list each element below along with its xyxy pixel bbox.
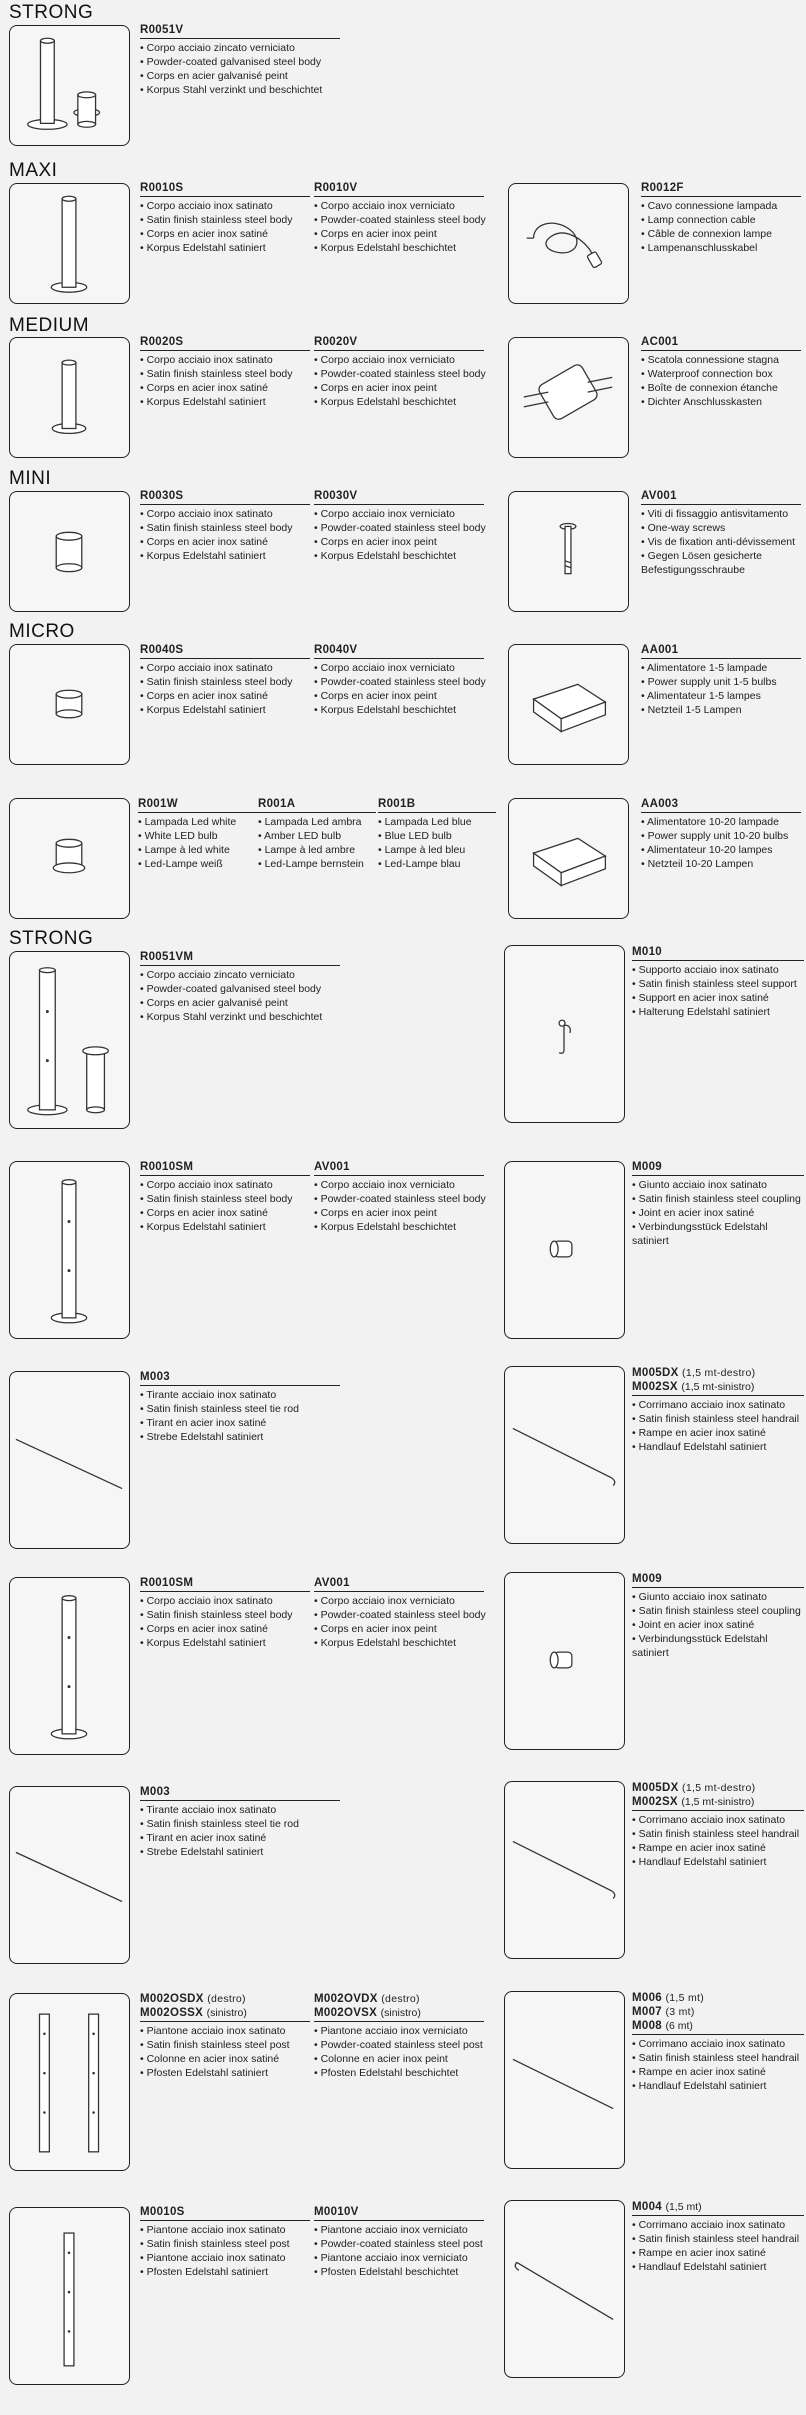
product-image-aa003 [508,798,629,919]
product-description-line: • Korpus Edelstahl beschichtet [314,549,484,563]
product-code: R0010S [140,181,310,197]
product-description-line: • Colonne en acier inox satiné [140,2052,310,2066]
product-description-line: • Corps en acier inox satiné [140,1622,310,1636]
product-r0040v [314,643,484,717]
product-description-line: • Cavo connessione lampada [641,199,801,213]
product-image-ac001 [508,337,629,458]
handrail-icon [505,1992,624,2168]
product-description-line: • Corps en acier inox peint [314,381,484,395]
product-description-line: • Piantone acciaio inox verniciato [314,2251,484,2265]
bollard-micro-icon [10,645,129,764]
product-description-line: • Powder-coated stainless steel body [314,1192,484,1206]
product-description-line: • Joint en acier inox satiné [632,1206,804,1220]
product-image-m003-2 [9,1786,130,1964]
product-description-line: • Piantone acciaio inox satinato [140,2024,310,2038]
product-description-line: • Lampada Led ambra [258,815,376,829]
product-image-r0010sm [9,1161,130,1339]
product-description-line: • Corrimano acciaio inox satinato [632,2218,804,2232]
product-description-line: • Corrimano acciaio inox satinato [632,2037,804,2051]
product-m0010v [314,2205,484,2279]
product-description-line: • Korpus Edelstahl satiniert [140,1220,310,1234]
product-code: R001A [258,797,376,813]
product-r0051vm [140,950,340,1024]
product-description-line: • Powder-coated stainless steel body [314,675,484,689]
product-code: M003 [140,1370,340,1386]
product-m010 [632,945,804,1019]
product-description-line: • Vis de fixation anti-dévissement [641,535,801,549]
product-description-line: • Led-Lampe blau [378,857,496,871]
product-description-line: • Corpo acciaio zincato verniciato [140,968,340,982]
post-icon [10,2208,129,2384]
product-description-line: • Corps en acier galvanisé peint [140,69,340,83]
product-r0010s [140,181,310,255]
product-description-line: • Power supply unit 1-5 bulbs [641,675,801,689]
product-description-line: • Pfosten Edelstahl satiniert [140,2066,310,2080]
product-description-line: • Verbindungsstück Edelstahl satiniert [632,1632,804,1660]
product-aa003 [641,797,801,871]
product-description-line: • Lamp connection cable [641,213,801,227]
product-code: AA001 [641,643,801,659]
product-description-line: • Giunto acciaio inox satinato [632,1178,804,1192]
product-description-line: • Powder-coated stainless steel body [314,213,484,227]
product-description-line: • Alimentateur 10-20 lampes [641,843,801,857]
product-description-line: • Korpus Edelstahl beschichtet [314,1636,484,1650]
product-description-line: • Giunto acciaio inox satinato [632,1590,804,1604]
product-r001a [258,797,376,871]
product-description-line: • Blue LED bulb [378,829,496,843]
product-description-line: • Corpo acciaio inox verniciato [314,507,484,521]
product-description-line: • Corrimano acciaio inox satinato [632,1813,804,1827]
support-bracket-icon [505,946,624,1122]
product-description-line: • One-way screws [641,521,801,535]
product-image-m0010s [9,2207,130,2385]
product-description-line: • Satin finish stainless steel body [140,1192,310,1206]
product-description-line: • Piantone acciaio inox verniciato [314,2223,484,2237]
product-code: M005DX (1,5 mt-destro) [632,1782,756,1794]
led-bulb-icon [10,799,129,918]
product-description-line: • Satin finish stainless steel coupling [632,1604,804,1618]
product-code: M003 [140,1785,340,1801]
bollard-strong-modular-icon [10,952,129,1128]
product-image-r0010sm-2 [9,1577,130,1755]
product-description-line: • Corps en acier inox satiné [140,381,310,395]
product-description-line: • Halterung Edelstahl satiniert [632,1005,804,1019]
product-description-line: • Lampe à led white [138,843,258,857]
product-description-line: • Korpus Edelstahl beschichtet [314,241,484,255]
product-m003-2 [140,1785,340,1859]
product-image-r0010s [9,183,130,304]
section-title-maxi: MAXI [9,160,58,181]
product-r0030s [140,489,310,563]
product-ac001 [641,335,801,409]
product-code: R0030V [314,489,484,505]
product-description-line: • Joint en acier inox satiné [632,1618,804,1632]
product-r0051v [140,23,340,97]
product-description-line: • Corps en acier inox peint [314,689,484,703]
product-description-line: • Satin finish stainless steel post [140,2038,310,2052]
product-code: M0010S [140,2205,310,2221]
product-description-line: • Satin finish stainless steel handrail [632,2232,804,2246]
section-title-strong-modular: STRONG [9,928,94,949]
product-code: AV001 [314,1576,484,1592]
product-description-line: • Rampe en acier inox satiné [632,2065,804,2079]
product-r0040s [140,643,310,717]
product-description-line: • Korpus Edelstahl beschichtet [314,395,484,409]
product-description-line: • Satin finish stainless steel handrail [632,1412,804,1426]
product-description-line: • Lampenanschlusskabel [641,241,801,255]
product-code-secondary: M002OVSX (sinistro) [314,2006,484,2022]
cable-icon [509,184,628,303]
product-description-line: • Lampada Led white [138,815,258,829]
product-description-line: • Korpus Edelstahl satiniert [140,241,310,255]
product-description-line: • Colonne en acier inox peint [314,2052,484,2066]
product-description-line: • Corps en acier inox satiné [140,689,310,703]
product-r0010v [314,181,484,255]
bollard-strong-icon [10,26,129,145]
product-description-line: • Corpo acciaio zincato verniciato [140,41,340,55]
product-description-line: • Câble de connexion lampe [641,227,801,241]
product-image-av001 [508,491,629,612]
handrail-icon [505,1782,624,1958]
product-description-line: • Corrimano acciaio inox satinato [632,1398,804,1412]
product-m005dx-2 [632,1781,804,1869]
product-m005dx [632,1366,804,1454]
bollard-medium-icon [10,338,129,457]
product-description-line: • Satin finish stainless steel body [140,367,310,381]
product-description-line: • Tirante acciaio inox satinato [140,1388,340,1402]
product-description-line: • Korpus Edelstahl satiniert [140,1636,310,1650]
product-description-line: • Satin finish stainless steel handrail [632,2051,804,2065]
product-description-line: • Netzteil 10-20 Lampen [641,857,801,871]
product-code: M002OVDX (destro) [314,1993,420,2005]
product-r0020v [314,335,484,409]
product-description-line: • Corps en acier inox peint [314,1206,484,1220]
product-image-m005dx-2 [504,1781,625,1959]
power-supply-icon [509,799,628,918]
product-m009-2 [632,1572,804,1660]
product-description-line: • Powder-coated stainless steel post [314,2237,484,2251]
product-code-secondary: M002SX (1,5 mt-sinistro) [632,1380,804,1396]
product-description-line: • Korpus Edelstahl beschichtet [314,1220,484,1234]
product-image-m002osdx [9,1993,130,2171]
product-code: R0051V [140,23,340,39]
product-code-secondary: M002OSSX (sinistro) [140,2006,310,2022]
coupling-icon [505,1162,624,1338]
product-description-line: • Powder-coated stainless steel body [314,521,484,535]
product-description-line: • Powder-coated stainless steel body [314,1608,484,1622]
product-description-line: • Gegen Lösen gesicherte Befestigungsschraube [641,549,801,577]
product-code: M009 [632,1160,804,1176]
product-description-line: • Led-Lampe weiß [138,857,258,871]
product-description-line: • Led-Lampe bernstein [258,857,376,871]
power-supply-icon [509,645,628,764]
product-av001 [641,489,801,577]
product-description-line: • Corpo acciaio inox satinato [140,353,310,367]
product-description-line: • Corps en acier galvanisé peint [140,996,340,1010]
product-description-line: • Satin finish stainless steel body [140,213,310,227]
coupling-icon [505,1573,624,1749]
section-title-micro: MICRO [9,621,75,642]
product-image-r001w [9,798,130,919]
product-description-line: • Scatola connessione stagna [641,353,801,367]
product-m002ovdx [314,1992,484,2080]
product-image-m005dx [504,1366,625,1544]
product-description-line: • Power supply unit 10-20 bulbs [641,829,801,843]
product-description-line: • Korpus Edelstahl satiniert [140,549,310,563]
handrail-icon [505,1367,624,1543]
product-description-line: • Corps en acier inox peint [314,227,484,241]
product-image-r0040s [9,644,130,765]
product-description-line: • Alimentateur 1-5 lampes [641,689,801,703]
product-av001-body-2 [314,1576,484,1650]
product-description-line: • Corps en acier inox peint [314,1622,484,1636]
product-image-m009 [504,1161,625,1339]
product-description-line: • Corpo acciaio inox verniciato [314,199,484,213]
product-description-line: • Corpo acciaio inox verniciato [314,661,484,675]
product-image-r0051vm [9,951,130,1129]
product-code: R0040S [140,643,310,659]
product-description-line: • Corpo acciaio inox satinato [140,1594,310,1608]
product-m002osdx [140,1992,310,2080]
product-description-line: • Tirante acciaio inox satinato [140,1803,340,1817]
product-description-line: • Powder-coated stainless steel post [314,2038,484,2052]
product-code: M005DX (1,5 mt-destro) [632,1367,756,1379]
product-description-line: • Satin finish stainless steel coupling [632,1192,804,1206]
bollard-maxi-icon [10,184,129,303]
product-description-line: • Rampe en acier inox satiné [632,1841,804,1855]
product-description-line: • Korpus Edelstahl satiniert [140,395,310,409]
section-title-strong: STRONG [9,2,94,23]
product-description-line: • Lampe à led ambre [258,843,376,857]
product-code: R001W [138,797,258,813]
screw-icon [509,492,628,611]
product-description-line: • Piantone acciaio inox verniciato [314,2024,484,2038]
product-description-line: • Handlauf Edelstahl satiniert [632,2079,804,2093]
product-description-line: • Corpo acciaio inox verniciato [314,1178,484,1192]
product-description-line: • Satin finish stainless steel support [632,977,804,991]
product-description-line: • Verbindungsstück Edelstahl satiniert [632,1220,804,1248]
product-r0010sm [140,1160,310,1234]
tie-rod-icon [10,1787,129,1963]
product-image-r0051v [9,25,130,146]
section-title-mini: MINI [9,468,52,489]
product-description-line: • Handlauf Edelstahl satiniert [632,1855,804,1869]
product-description-line: • Powder-coated galvanised steel body [140,982,340,996]
product-description-line: • Pfosten Edelstahl satiniert [140,2265,310,2279]
product-description-line: • Alimentatore 10-20 lampade [641,815,801,829]
product-description-line: • Pfosten Edelstahl beschichtet [314,2066,484,2080]
product-code: R0040V [314,643,484,659]
product-code: AC001 [641,335,801,351]
product-code: M009 [632,1572,804,1588]
product-description-line: • Strebe Edelstahl satiniert [140,1845,340,1859]
product-code: AV001 [314,1160,484,1176]
product-code: R0051VM [140,950,340,966]
product-code: M010 [632,945,804,961]
product-code-secondary: M002SX (1,5 mt-sinistro) [632,1795,804,1811]
connection-box-icon [509,338,628,457]
product-description-line: • Rampe en acier inox satiné [632,2246,804,2260]
product-code: R0030S [140,489,310,505]
product-m003 [140,1370,340,1444]
product-image-r0012f [508,183,629,304]
product-description-line: • Corps en acier inox satiné [140,1206,310,1220]
product-description-line: • Korpus Edelstahl beschichtet [314,703,484,717]
product-description-line: • Satin finish stainless steel body [140,675,310,689]
product-description-line: • Corpo acciaio inox satinato [140,199,310,213]
product-image-m004 [504,2200,625,2378]
product-image-r0020s [9,337,130,458]
product-description-line: • Support en acier inox satiné [632,991,804,1005]
product-av001-body [314,1160,484,1234]
tie-rod-icon [10,1372,129,1548]
product-description-line: • Korpus Edelstahl satiniert [140,703,310,717]
product-code: M0010V [314,2205,484,2221]
product-description-line: • Strebe Edelstahl satiniert [140,1430,340,1444]
product-description-line: • Korpus Stahl verzinkt und beschichtet [140,1010,340,1024]
product-description-line: • Alimentatore 1-5 lampade [641,661,801,675]
product-description-line: • Corpo acciaio inox satinato [140,1178,310,1192]
bollard-mini-icon [10,492,129,611]
product-description-line: • Pfosten Edelstahl beschichtet [314,2265,484,2279]
section-title-medium: MEDIUM [9,315,90,336]
product-m004 [632,2200,804,2274]
product-description-line: • Satin finish stainless steel tie rod [140,1817,340,1831]
product-description-line: • Piantone acciaio inox satinato [140,2223,310,2237]
product-description-line: • Korpus Stahl verzinkt und beschichtet [140,83,340,97]
product-aa001 [641,643,801,717]
product-code: M004 (1,5 mt) [632,2200,804,2216]
product-description-line: • Satin finish stainless steel body [140,1608,310,1622]
product-r0020s [140,335,310,409]
bollard-modular-icon [10,1162,129,1338]
product-code: R0010SM [140,1160,310,1176]
product-description-line: • Supporto acciaio inox satinato [632,963,804,977]
product-description-line: • Satin finish stainless steel handrail [632,1827,804,1841]
product-description-line: • Satin finish stainless steel post [140,2237,310,2251]
product-r001w [138,797,258,871]
product-description-line: • Corps en acier inox peint [314,535,484,549]
product-description-line: • Handlauf Edelstahl satiniert [632,1440,804,1454]
product-description-line: • Satin finish stainless steel body [140,521,310,535]
product-code: AA003 [641,797,801,813]
handrail-icon [505,2201,624,2377]
product-description-line: • Corpo acciaio inox satinato [140,661,310,675]
product-m006 [632,1991,804,2093]
product-code: M002OSDX (destro) [140,1993,246,2005]
product-description-line: • Corpo acciaio inox verniciato [314,1594,484,1608]
product-description-line: • Corpo acciaio inox satinato [140,507,310,521]
product-r001b [378,797,496,871]
product-r0010sm-2 [140,1576,310,1650]
product-description-line: • Lampe à led bleu [378,843,496,857]
product-description-line: • White LED bulb [138,829,258,843]
product-image-m003 [9,1371,130,1549]
product-description-line: • Dichter Anschlusskasten [641,395,801,409]
product-code: R0010SM [140,1576,310,1592]
product-r0012f [641,181,801,255]
product-image-m009-2 [504,1572,625,1750]
product-description-line: • Powder-coated galvanised steel body [140,55,340,69]
product-m009 [632,1160,804,1248]
product-image-aa001 [508,644,629,765]
product-m0010s [140,2205,310,2279]
bollard-modular-icon [10,1578,129,1754]
product-r0030v [314,489,484,563]
product-image-m006 [504,1991,625,2169]
product-description-line: • Powder-coated stainless steel body [314,367,484,381]
product-description-line: • Waterproof connection box [641,367,801,381]
product-code: R001B [378,797,496,813]
product-image-r0030s [9,491,130,612]
product-code: R0020S [140,335,310,351]
product-description-line: • Piantone acciaio inox satinato [140,2251,310,2265]
product-code: AV001 [641,489,801,505]
product-description-line: • Boîte de connexion étanche [641,381,801,395]
product-description-line: • Tirant en acier inox satiné [140,1831,340,1845]
product-code: M006 (1,5 mt) [632,1992,705,2004]
product-description-line: • Amber LED bulb [258,829,376,843]
posts-pair-icon [10,1994,129,2170]
product-description-line: • Viti di fissaggio antisvitamento [641,507,801,521]
product-description-line: • Netzteil 1-5 Lampen [641,703,801,717]
product-code: R0010V [314,181,484,197]
product-description-line: • Corpo acciaio inox verniciato [314,353,484,367]
product-description-line: • Tirant en acier inox satiné [140,1416,340,1430]
product-description-line: • Satin finish stainless steel tie rod [140,1402,340,1416]
product-description-line: • Corps en acier inox satiné [140,535,310,549]
product-description-line: • Handlauf Edelstahl satiniert [632,2260,804,2274]
product-image-m010 [504,945,625,1123]
product-description-line: • Rampe en acier inox satiné [632,1426,804,1440]
product-description-line: • Lampada Led blue [378,815,496,829]
product-code: R0020V [314,335,484,351]
product-description-line: • Corps en acier inox satiné [140,227,310,241]
product-code-tertiary: M008 (6 mt) [632,2019,804,2035]
product-code-secondary: M007 (3 mt) [632,2006,695,2018]
product-code: R0012F [641,181,801,197]
